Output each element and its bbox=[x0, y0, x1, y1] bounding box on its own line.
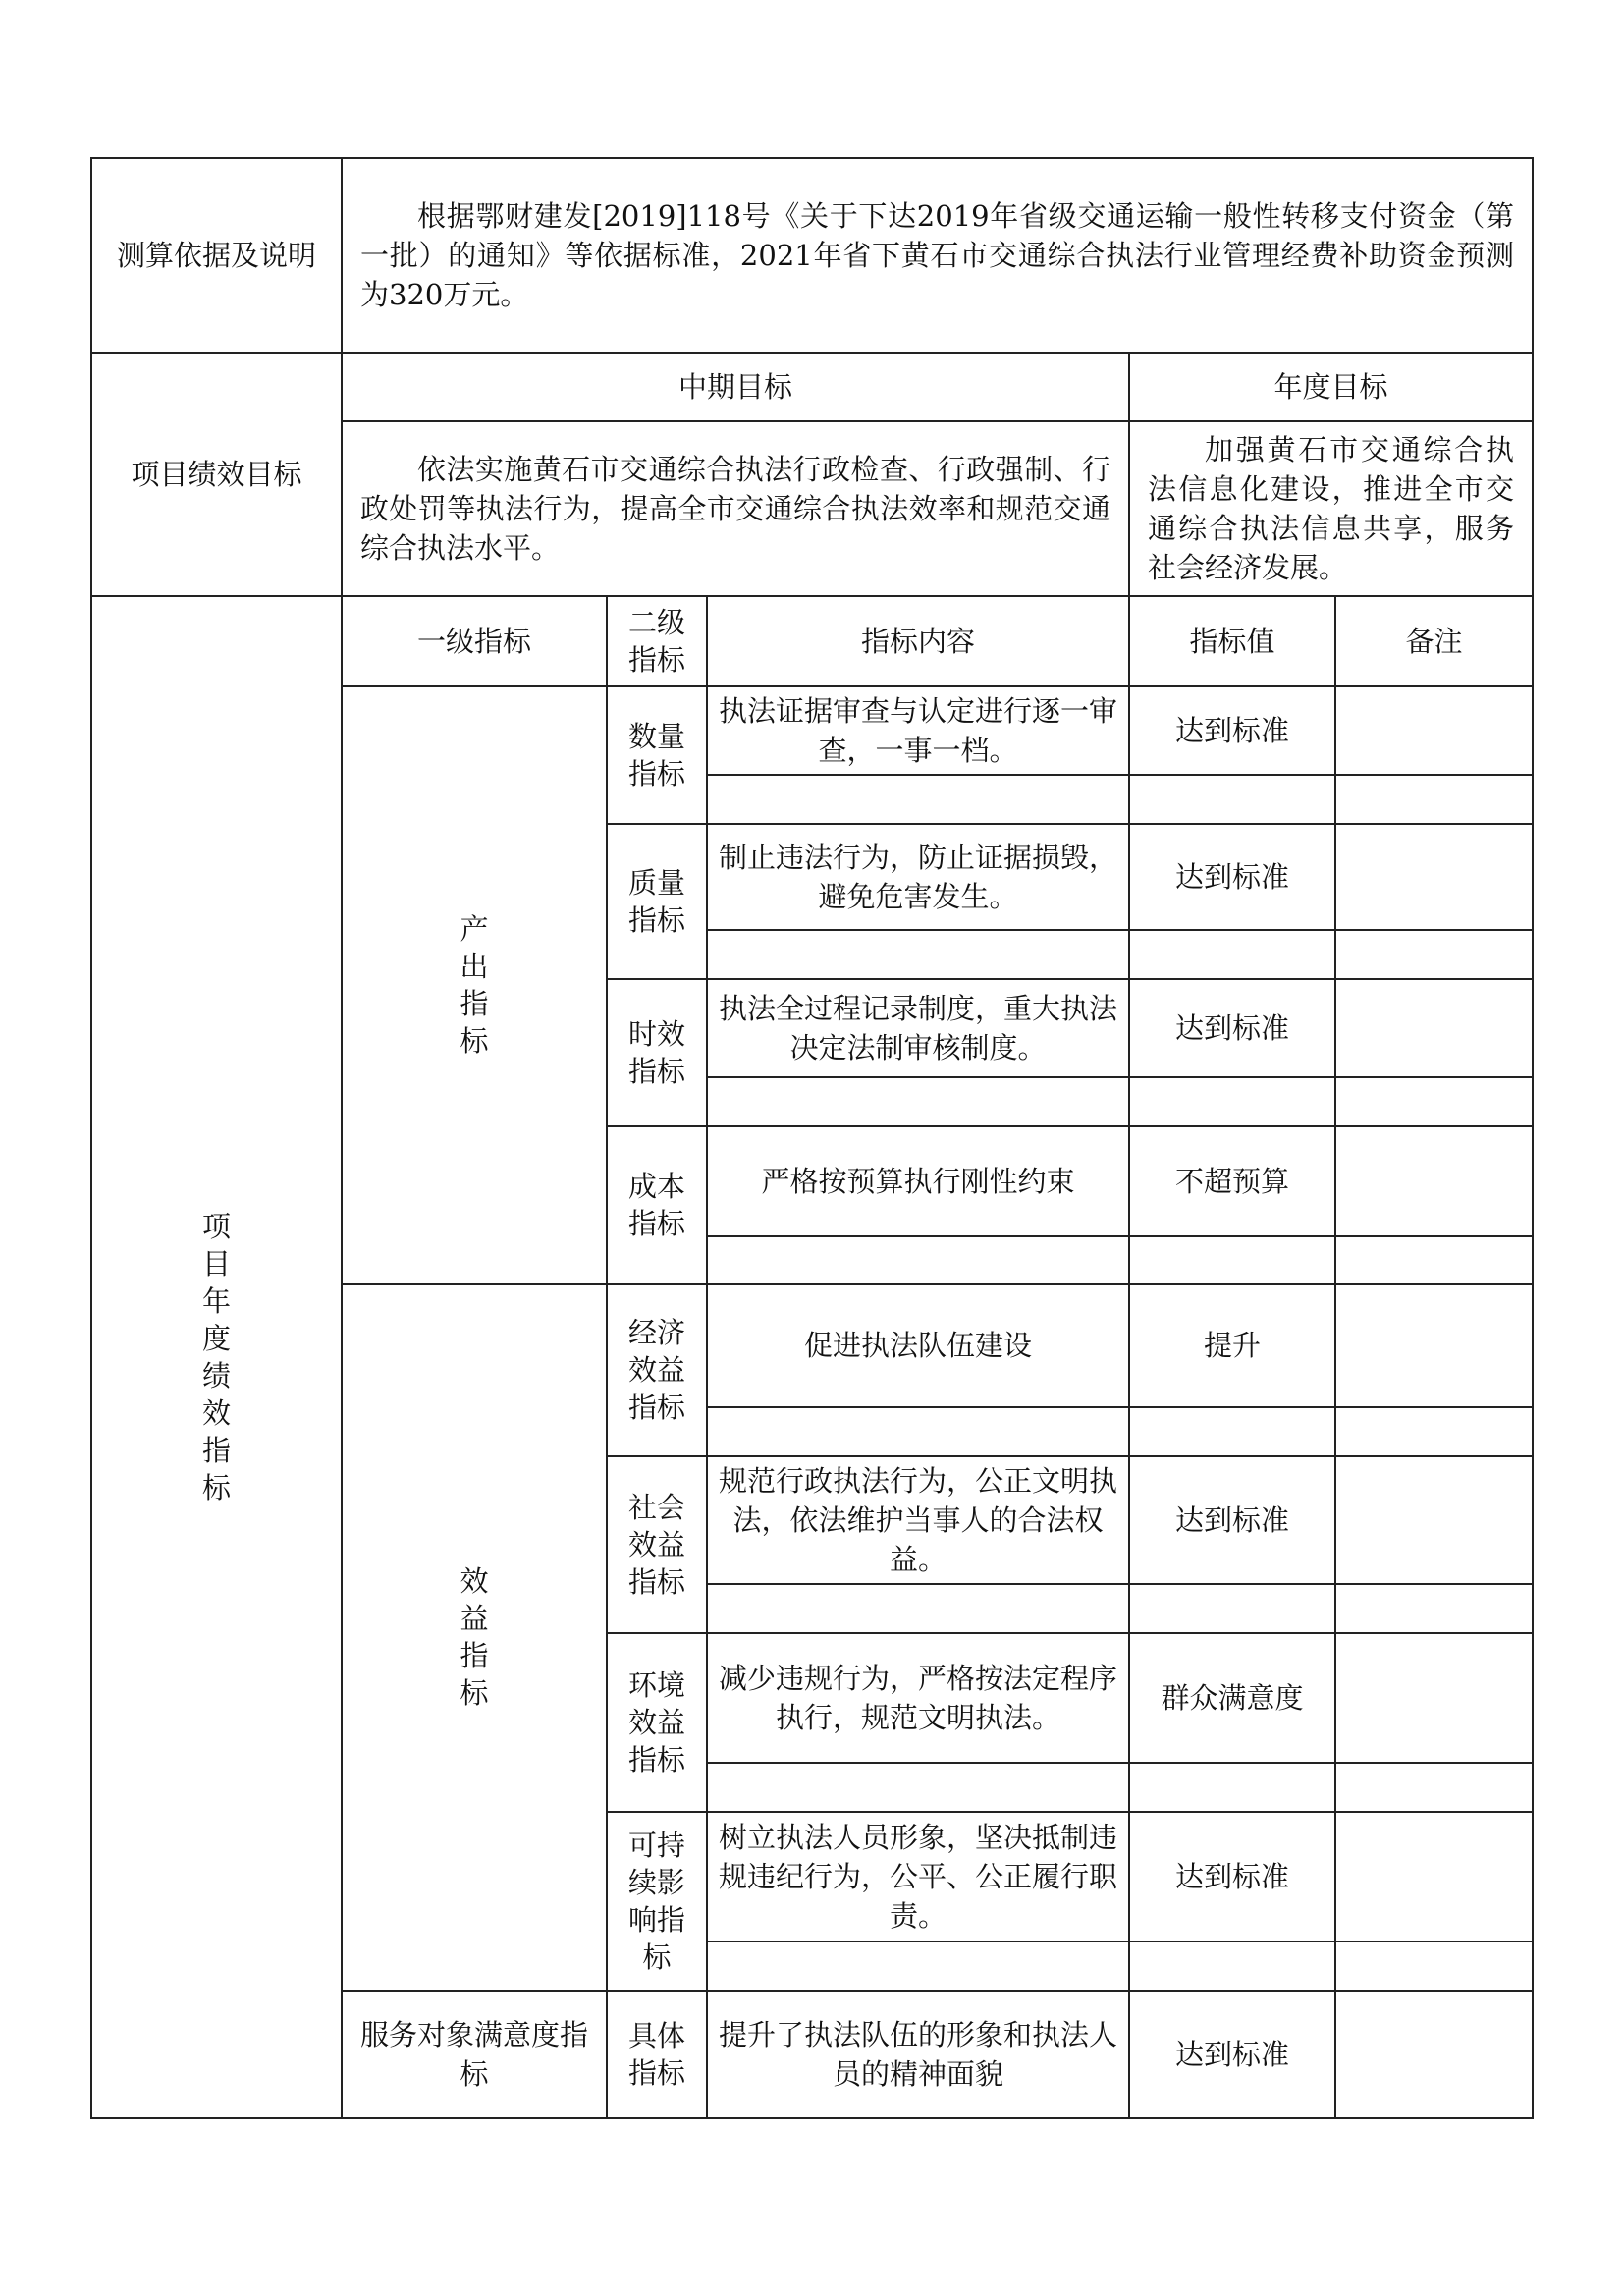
benefit-name-cell bbox=[607, 1633, 707, 1812]
empty-cell bbox=[1335, 930, 1533, 979]
empty-cell bbox=[1129, 930, 1335, 979]
indicator-value: 达到标准 bbox=[1129, 1991, 1335, 2118]
indicator-name: 经济效益指标 bbox=[628, 1316, 686, 1424]
indicator-content: 执法全过程记录制度，重大执法决定法制审核制度。 bbox=[707, 979, 1129, 1077]
indicator-value: 群众满意度 bbox=[1129, 1633, 1335, 1763]
empty-cell bbox=[1335, 1941, 1533, 1991]
basis-label: 测算依据及说明 bbox=[91, 158, 342, 353]
indicator-content: 制止违法行为，防止证据损毁，避免危害发生。 bbox=[707, 824, 1129, 930]
empty-cell bbox=[1335, 775, 1533, 824]
mid-goal-text: 依法实施黄石市交通综合执法行政检查、行政强制、行政处罚等执法行为，提高全市交通综合执法效率和规范交通综合执法水平。 bbox=[342, 421, 1129, 596]
output-label-cell bbox=[342, 686, 607, 1284]
indicator-name: 成本指标 bbox=[628, 1170, 686, 1240]
empty-cell bbox=[1129, 1584, 1335, 1633]
indicator-note bbox=[1335, 1812, 1533, 1941]
indicator-content: 促进执法队伍建设 bbox=[707, 1284, 1129, 1407]
empty-cell bbox=[707, 1236, 1129, 1284]
indicator-value: 达到标准 bbox=[1129, 824, 1335, 930]
indicator-value: 达到标准 bbox=[1129, 1456, 1335, 1584]
header-value: 指标值 bbox=[1129, 596, 1335, 686]
empty-cell bbox=[1335, 1407, 1533, 1456]
basis-row bbox=[91, 158, 1533, 353]
goals-label: 项目绩效目标 bbox=[91, 353, 342, 596]
empty-cell bbox=[707, 775, 1129, 824]
header-level1: 一级指标 bbox=[342, 596, 607, 686]
empty-cell bbox=[707, 1763, 1129, 1812]
indicator-note bbox=[1335, 1284, 1533, 1407]
indicator-content: 树立执法人员形象，坚决抵制违规违纪行为，公平、公正履行职责。 bbox=[707, 1812, 1129, 1941]
indicator-note bbox=[1335, 824, 1533, 930]
benefit-name-cell bbox=[607, 1812, 707, 1991]
benefit-name-cell bbox=[607, 1456, 707, 1633]
indicator-content: 执法证据审查与认定进行逐一审查，一事一档。 bbox=[707, 686, 1129, 775]
year-goal-text: 加强黄石市交通综合执法信息化建设，推进全市交通综合执法信息共享，服务社会经济发展。 bbox=[1129, 421, 1533, 596]
indicator-value: 达到标准 bbox=[1129, 686, 1335, 775]
indicator-name: 质量指标 bbox=[628, 866, 686, 937]
goals-header-row bbox=[91, 353, 1533, 421]
indicator-note bbox=[1335, 1633, 1533, 1763]
empty-cell bbox=[707, 1584, 1129, 1633]
mid-goal-header: 中期目标 bbox=[342, 353, 1129, 421]
indicators-label: 项目年度绩效指标 bbox=[202, 1210, 232, 1504]
indicator-name: 环境效益指标 bbox=[628, 1668, 686, 1777]
performance-table bbox=[90, 157, 1534, 2119]
indicator-name: 时效指标 bbox=[628, 1017, 686, 1088]
header-level2-cell bbox=[607, 596, 707, 686]
output-name-cell bbox=[607, 686, 707, 824]
indicator-value: 达到标准 bbox=[1129, 979, 1335, 1077]
satisfaction-label: 服务对象满意度指标 bbox=[342, 1991, 607, 2118]
indicator-note bbox=[1335, 979, 1533, 1077]
indicator-note bbox=[1335, 1126, 1533, 1236]
indicator-content: 提升了执法队伍的形象和执法人员的精神面貌 bbox=[707, 1991, 1129, 2118]
empty-cell bbox=[1129, 1236, 1335, 1284]
benefit-label: 效益指标 bbox=[460, 1564, 489, 1710]
indicator-name: 可持续影响指标 bbox=[628, 1829, 686, 1974]
empty-cell bbox=[707, 1407, 1129, 1456]
indicator-value: 达到标准 bbox=[1129, 1812, 1335, 1941]
indicator-content: 严格按预算执行刚性约束 bbox=[707, 1126, 1129, 1236]
empty-cell bbox=[1129, 1763, 1335, 1812]
indicator-name: 数量指标 bbox=[628, 720, 686, 791]
empty-cell bbox=[1335, 1077, 1533, 1126]
empty-cell bbox=[1129, 1407, 1335, 1456]
indicator-name: 具体指标 bbox=[628, 2019, 686, 2090]
indicator-name: 社会效益指标 bbox=[628, 1491, 686, 1599]
indicator-content: 减少违规行为，严格按法定程序执行，规范文明执法。 bbox=[707, 1633, 1129, 1763]
output-label: 产出指标 bbox=[460, 912, 489, 1058]
year-goal-header: 年度目标 bbox=[1129, 353, 1533, 421]
empty-cell bbox=[1129, 1077, 1335, 1126]
empty-cell bbox=[1129, 1941, 1335, 1991]
indicator-value: 提升 bbox=[1129, 1284, 1335, 1407]
indicator-header-row bbox=[91, 596, 1533, 686]
empty-cell bbox=[707, 930, 1129, 979]
benefit-label-cell bbox=[342, 1284, 607, 1991]
indicator-note bbox=[1335, 1991, 1533, 2118]
satisfaction-name-cell bbox=[607, 1991, 707, 2118]
indicator-content: 规范行政执法行为，公正文明执法，依法维护当事人的合法权益。 bbox=[707, 1456, 1129, 1584]
basis-text: 根据鄂财建发[2019]118号《关于下达2019年省级交通运输一般性转移支付资金（第一批）的通知》等依据标准，2021年省下黄石市交通综合执法行业管理经费补助资金预测为320万元。 bbox=[342, 158, 1533, 353]
empty-cell bbox=[1335, 1584, 1533, 1633]
benefit-name-cell bbox=[607, 1284, 707, 1456]
output-name-cell bbox=[607, 979, 707, 1126]
empty-cell bbox=[707, 1941, 1129, 1991]
output-name-cell bbox=[607, 824, 707, 979]
empty-cell bbox=[1129, 775, 1335, 824]
header-note: 备注 bbox=[1335, 596, 1533, 686]
indicator-note bbox=[1335, 686, 1533, 775]
empty-cell bbox=[707, 1077, 1129, 1126]
header-content: 指标内容 bbox=[707, 596, 1129, 686]
output-name-cell bbox=[607, 1126, 707, 1284]
header-level2: 二级指标 bbox=[628, 606, 686, 677]
indicator-note bbox=[1335, 1456, 1533, 1584]
indicators-label-cell bbox=[91, 596, 342, 2118]
empty-cell bbox=[1335, 1763, 1533, 1812]
empty-cell bbox=[1335, 1236, 1533, 1284]
indicator-value: 不超预算 bbox=[1129, 1126, 1335, 1236]
